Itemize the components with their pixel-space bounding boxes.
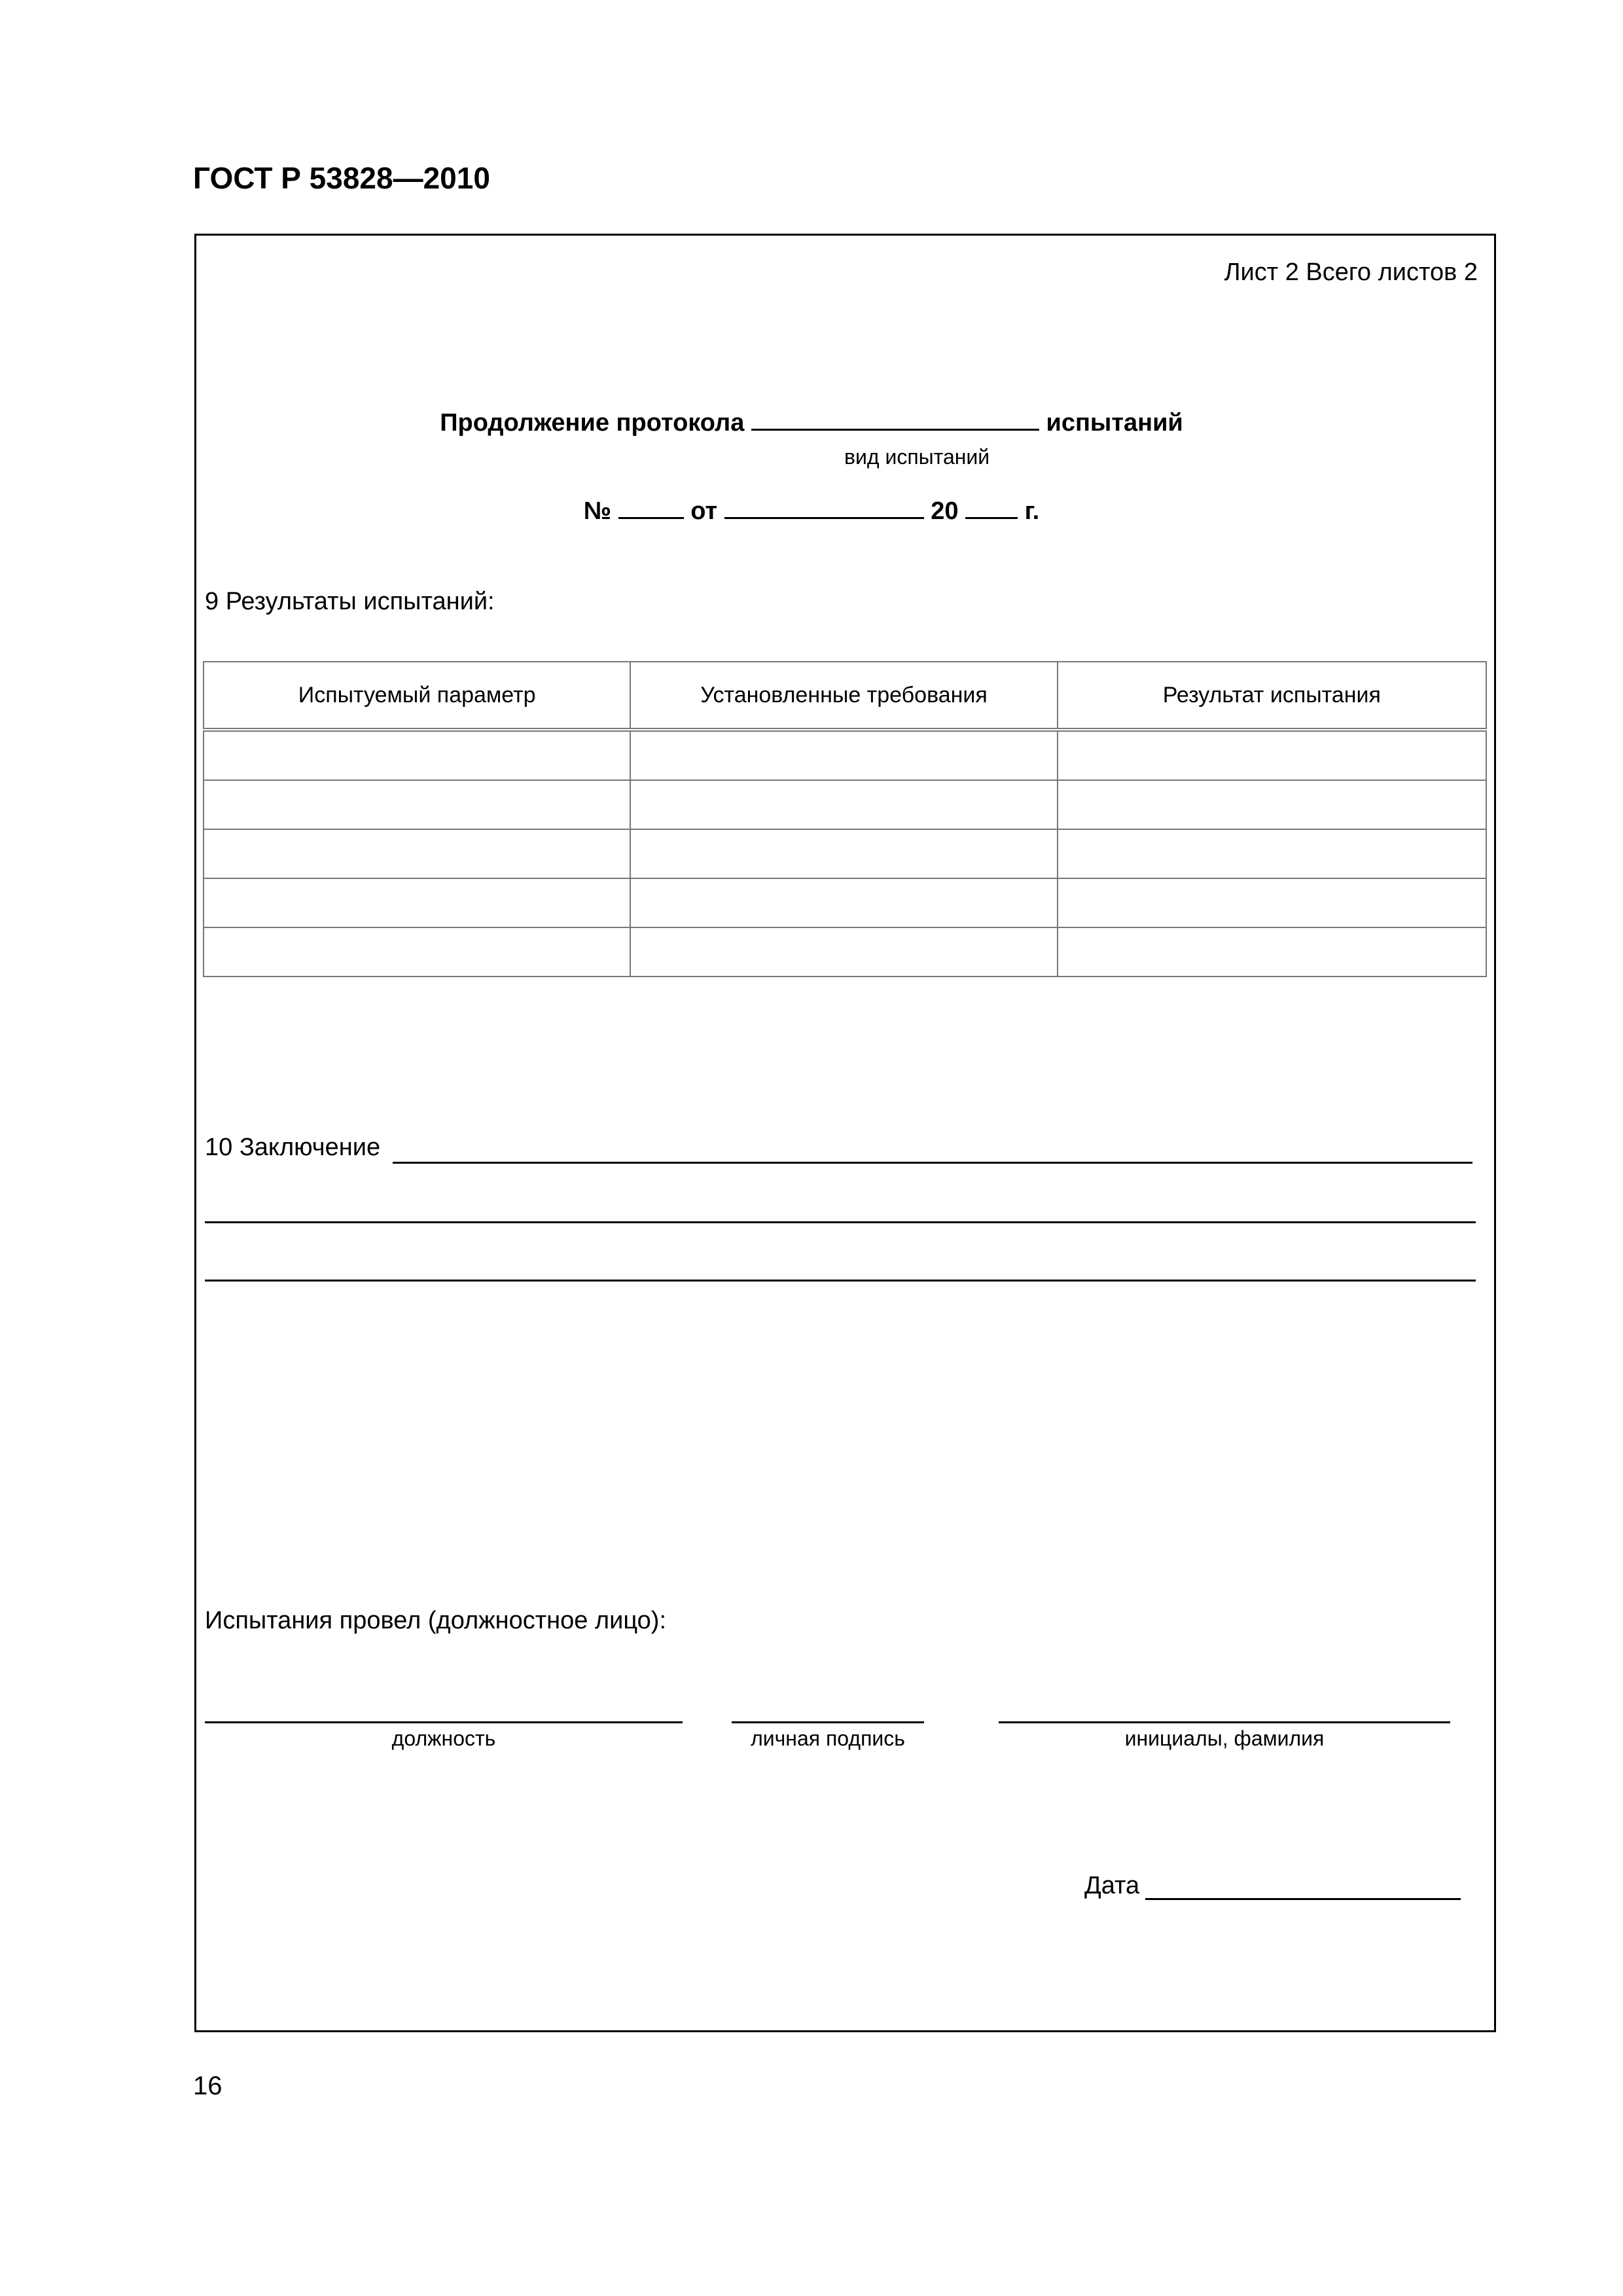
year-suffix: г. [1024, 497, 1040, 525]
name-caption: инициалы, фамилия [1124, 1727, 1325, 1750]
table-row [204, 730, 1486, 780]
sheet-info: Лист 2 Всего листов 2 [1224, 259, 1478, 286]
column-header-requirements: Установленные требования [630, 662, 1057, 730]
date-label: Дата [1084, 1872, 1140, 1899]
table-cell[interactable] [1058, 780, 1486, 829]
conclusion-field-line-1[interactable] [393, 1162, 1472, 1164]
protocol-number-line [0, 497, 1623, 526]
protocol-title-prefix: Продолжение протокола [440, 409, 745, 437]
table-cell[interactable] [204, 927, 630, 977]
table-cell[interactable] [204, 878, 630, 927]
signature-field-line[interactable] [732, 1721, 924, 1723]
table-cell[interactable] [204, 780, 630, 829]
section-10-label: 10 Заключение [205, 1134, 381, 1161]
table-cell[interactable] [1058, 927, 1486, 977]
protocol-title [0, 409, 1623, 437]
tested-by-label: Испытания провел (должностное лицо): [205, 1607, 667, 1634]
test-type-caption: вид испытаний [844, 445, 990, 469]
table-cell[interactable] [630, 927, 1057, 977]
section-9-label: 9 Результаты испытаний: [205, 588, 495, 615]
table-cell[interactable] [1058, 829, 1486, 878]
protocol-year-field[interactable] [965, 516, 1018, 519]
table-cell[interactable] [204, 829, 630, 878]
from-label: от [690, 497, 718, 525]
year-prefix: 20 [931, 497, 959, 525]
page-number: 16 [193, 2072, 223, 2100]
test-type-field[interactable] [751, 428, 1039, 431]
protocol-date-field[interactable] [724, 516, 924, 519]
position-caption: должность [391, 1727, 496, 1750]
signature-caption: личная подпись [751, 1727, 905, 1750]
column-header-parameter: Испытуемый параметр [204, 662, 630, 730]
table-cell[interactable] [204, 730, 630, 780]
table-cell[interactable] [630, 829, 1057, 878]
table-row [204, 829, 1486, 878]
position-field-line[interactable] [205, 1721, 683, 1723]
table-row [204, 878, 1486, 927]
conclusion-field-line-3[interactable] [205, 1280, 1476, 1282]
conclusion-field-line-2[interactable] [205, 1221, 1476, 1223]
table-cell[interactable] [630, 780, 1057, 829]
number-sign: № [583, 497, 612, 525]
table-header-row [204, 662, 1486, 730]
name-field-line[interactable] [999, 1721, 1450, 1723]
protocol-title-suffix: испытаний [1046, 409, 1183, 437]
table-cell[interactable] [630, 730, 1057, 780]
column-header-result: Результат испытания [1058, 662, 1486, 730]
table-cell[interactable] [1058, 878, 1486, 927]
protocol-number-field[interactable] [618, 516, 684, 519]
table-row [204, 927, 1486, 977]
date-field-line[interactable] [1145, 1898, 1461, 1900]
results-table [203, 661, 1487, 977]
table-cell[interactable] [1058, 730, 1486, 780]
table-row [204, 780, 1486, 829]
table-cell[interactable] [630, 878, 1057, 927]
document-code: ГОСТ Р 53828—2010 [193, 161, 490, 195]
